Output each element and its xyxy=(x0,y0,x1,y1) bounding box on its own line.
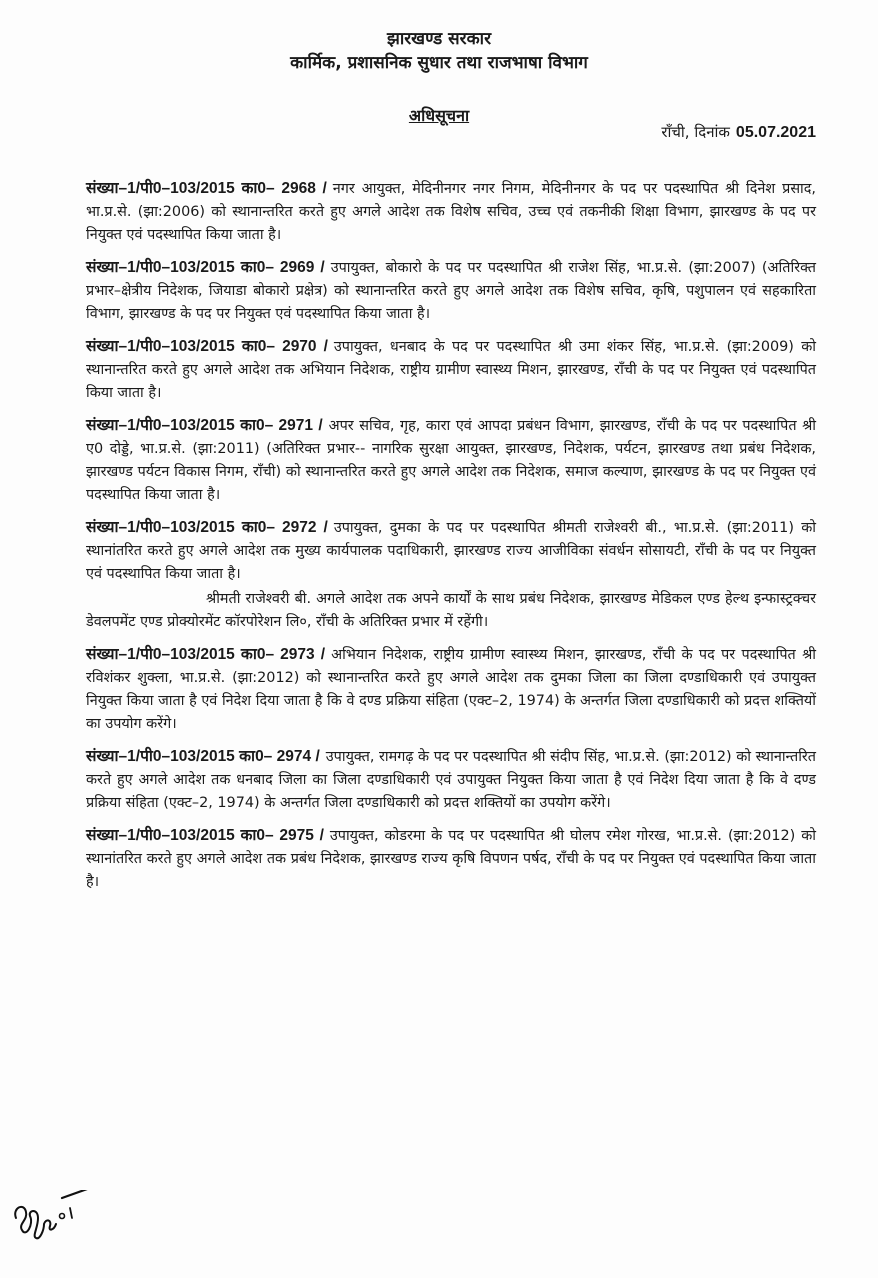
order-text: उपायुक्त, रामगढ़ के पद पर पदस्थापित श्री संदीप सिंह, भा.प्र.से. (झा:2012) को स्थानान्तरित करते हुए अगले आदेश तक धनबाद जिला का जिला दण्डाधिकारी एवं उपायुक्त नियुक्त किया जाता है एवं निदेश दिया जाता है कि वे दण्ड प्रक्रिया संहिता (एक्ट–2, 1974) के अन्तर्गत जिला दण्डाधिकारी को प्रदत्त शक्तियों का उपयोग करेंगे। xyxy=(86,749,817,811)
order-ref: संख्या–1/पी0–103/2015 का0– 2973 / xyxy=(86,646,326,663)
order-ref: संख्या–1/पी0–103/2015 का0– 2969 / xyxy=(86,259,325,276)
order-paragraph xyxy=(86,256,816,326)
order-text: अभियान निदेशक, राष्ट्रीय ग्रामीण स्वास्थ्य मिशन, झारखण्ड, राँची के पद पर पदस्थापित श्री रविशंकर शुक्ला, भा.प्र.से. (झा:2012) को स्थानान्तरित करते हुए अगले आदेश तक दुमका जिला का जिला दण्डाधिकारी एवं उपायुक्त नियुक्त किया जाता है एवं निदेश दिया जाता है कि वे दण्ड प्रक्रिया संहिता (एक्ट–2, 1974) के अन्तर्गत जिला दण्डाधिकारी को प्रदत्त शक्तियों का उपयोग करेंगे। xyxy=(86,647,816,732)
notification-title-text: अधिसूचना xyxy=(408,106,470,125)
department-heading: कार्मिक, प्रशासनिक सुधार तथा राजभाषा विभाग xyxy=(290,53,588,73)
order-text: उपायुक्त, धनबाद के पद पर पदस्थापित श्री उमा शंकर सिंह, भा.प्र.से. (झा:2009) को स्थानान्तरित करते हुए अगले आदेश तक अभियान निदेशक, राष्ट्रीय ग्रामीण स्वास्थ्य मिशन, झारखण्ड, राँची के पद पर नियुक्त एवं पदस्थापित किया जाता है। xyxy=(86,339,817,401)
order-paragraph xyxy=(86,516,816,586)
order-ref: संख्या–1/पी0–103/2015 का0– 2975 / xyxy=(86,827,324,844)
order-ref: संख्या–1/पी0–103/2015 का0– 2971 / xyxy=(86,417,323,434)
order-text: उपायुक्त, कोडरमा के पद पर पदस्थापित श्री घोलप रमेश गोरख, भा.प्र.से. (झा:2012) को स्थानांतरित करते हुए अगले आदेश तक प्रबंध निदेशक, झारखण्ड राज्य कृषि विपणन पर्षद, राँची के पद पर नियुक्त एवं पदस्थापित किया जाता है। xyxy=(86,828,817,890)
order-text: उपायुक्त, दुमका के पद पर पदस्थापित श्रीमती राजेश्वरी बी., भा.प्र.से. (झा:2011) को स्थानांतरित करते हुए अगले आदेश तक मुख्य कार्यपालक पदाधिकारी, झारखण्ड राज्य आजीविका संवर्धन सोसायटी, राँची के पद पर नियुक्त एवं पदस्थापित किया जाता है। xyxy=(86,520,817,582)
handwritten-initials-icon xyxy=(10,1190,100,1250)
order-text: उपायुक्त, बोकारो के पद पर पदस्थापित श्री राजेश सिंह, भा.प्र.से. (झा:2007) (अतिरिक्त प्रभार–क्षेत्रीय निदेशक, जियाडा बोकारो प्रक्षेत्र) को स्थानान्तरित करते हुए अगले आदेश तक विशेष सचिव, कृषि, पशुपालन एवं सहकारिता विभाग, झारखण्ड के पद पर नियुक्त एवं पदस्थापित किया जाता है। xyxy=(86,260,816,322)
date-value: 05.07.2021 xyxy=(735,124,816,141)
government-heading: झारखण्ड सरकार xyxy=(386,29,492,49)
order-note: श्रीमती राजेश्वरी बी. अगले आदेश तक अपने कार्यों के साथ प्रबंध निदेशक, झारखण्ड मेडिकल एण्ड हेल्थ इन्फास्ट्रक्चर डेवलपमेंट एण्ड प्रोक्योरमेंट कॉरपोरेशन लि०, राँची के अतिरिक्त प्रभार में रहेंगी। xyxy=(86,591,816,630)
place-date xyxy=(661,122,816,142)
order-paragraph xyxy=(86,745,816,815)
order-ref: संख्या–1/पी0–103/2015 का0– 2972 / xyxy=(86,519,328,536)
order-paragraph xyxy=(86,335,816,405)
order-text: अपर सचिव, गृह, कारा एवं आपदा प्रबंधन विभाग, झारखण्ड, राँची के पद पर पदस्थापित श्री ए0 दोड्डे, भा.प्र.से. (झा:2011) (अतिरिक्त प्रभार-- नागरिक सुरक्षा आयुक्त, झारखण्ड, निदेशक, पर्यटन, झारखण्ड तथा प्रबंध निदेशक, झारखण्ड पर्यटन विकास निगम, राँची) को स्थानान्तरित करते हुए अगले आदेश तक निदेशक, समाज कल्याण, झारखण्ड के पद पर नियुक्त एवं पदस्थापित किया जाता है। xyxy=(86,418,816,503)
order-paragraph xyxy=(86,824,816,894)
order-paragraph xyxy=(86,643,816,736)
order-text: नगर आयुक्त, मेदिनीनगर नगर निगम, मेदिनीनगर के पद पर पदस्थापित श्री दिनेश प्रसाद, भा.प्र.से. (झा:2006) को स्थानान्तरित करते हुए अगले आदेश तक विशेष सचिव, उच्च एवं तकनीकी शिक्षा विभाग, झारखण्ड के पद पर नियुक्त एवं पदस्थापित किया जाता है। xyxy=(86,181,816,243)
order-paragraph xyxy=(86,414,816,507)
order-ref: संख्या–1/पी0–103/2015 का0– 2974 / xyxy=(86,748,320,765)
order-ref: संख्या–1/पी0–103/2015 का0– 2970 / xyxy=(86,338,328,355)
place-date-label: राँची, दिनांक xyxy=(661,123,730,141)
orders-body xyxy=(86,177,816,903)
order-ref: संख्या–1/पी0–103/2015 का0– 2968 / xyxy=(86,180,327,197)
order-paragraph xyxy=(86,177,816,247)
